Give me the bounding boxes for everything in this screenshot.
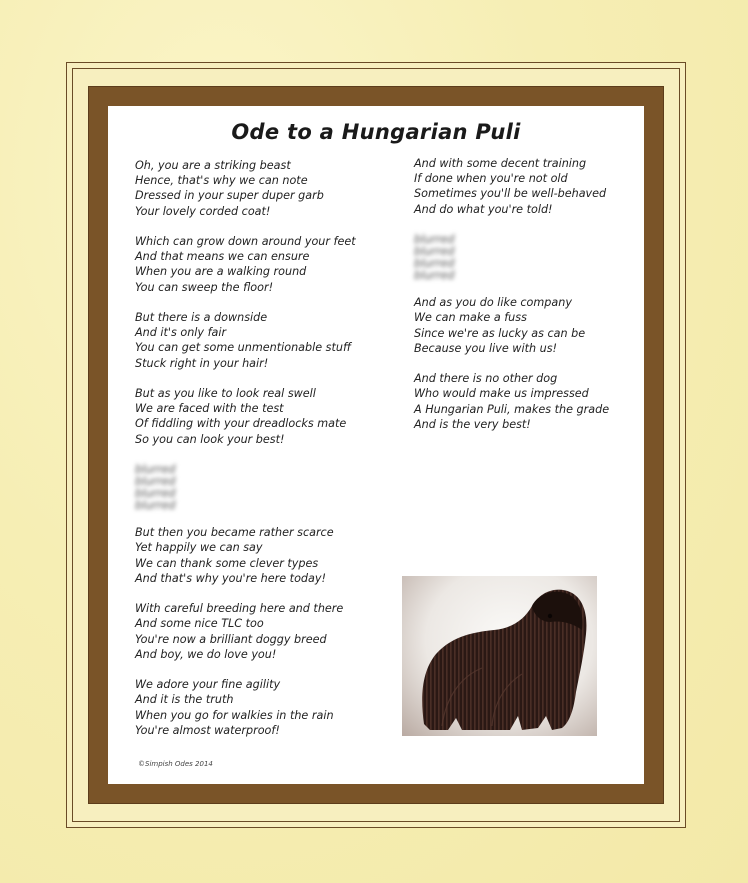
poem-paper: [108, 106, 644, 784]
blurred-poem-line: blurred: [135, 463, 176, 474]
poem-line: Hence, that's why we can note: [135, 174, 308, 188]
blurred-poem-line: blurred: [414, 257, 455, 268]
blurred-poem-line: blurred: [135, 475, 176, 486]
poem-line: We adore your fine agility: [135, 678, 281, 692]
poem-line: When you are a walking round: [135, 265, 307, 279]
poem-line: You're almost waterproof!: [135, 723, 280, 737]
blurred-poem-line: blurred: [414, 233, 455, 244]
poem-line: And with some decent training: [414, 157, 587, 170]
poem-line: Yet happily we can say: [135, 541, 263, 555]
poem-stanza: [414, 295, 634, 356]
poem-line: Your lovely corded coat!: [135, 204, 271, 218]
puli-dog-photo: [402, 576, 597, 736]
blurred-poem-line: blurred: [135, 499, 176, 510]
poem-line: And it's only fair: [135, 326, 227, 340]
poem-line: But as you like to look real swell: [135, 387, 316, 400]
poem-line: And that means we can ensure: [135, 250, 310, 264]
poem-line: Because you live with us!: [414, 341, 558, 355]
poem-line: Stuck right in your hair!: [135, 356, 269, 370]
poem-stanza: [135, 525, 385, 586]
poem-stanza: [414, 156, 634, 217]
poem-stanza: [135, 386, 385, 447]
poem-title: Ode to a Hungarian Puli: [231, 120, 521, 144]
poem-stanza: [135, 462, 385, 510]
poem-line: But then you became rather scarce: [135, 526, 334, 540]
poem-line: Oh, you are a striking beast: [135, 159, 291, 172]
poem-stanza: [414, 232, 634, 280]
poem-line: We can thank some clever types: [135, 556, 319, 570]
poem-line: And as you do like company: [414, 296, 572, 310]
poem-stanza: [135, 234, 385, 295]
poem-left-column: [135, 158, 385, 753]
poem-line: You can sweep the floor!: [135, 280, 274, 294]
poem-line: Who would make us impressed: [414, 387, 589, 401]
poem-stanza: [135, 677, 385, 738]
puli-dog-icon: [402, 576, 597, 736]
poem-line: You're now a brilliant doggy breed: [135, 632, 327, 646]
poem-line: And that's why you're here today!: [135, 571, 326, 585]
poem-line: We can make a fuss: [414, 311, 527, 325]
poem-line: You can get some unmentionable stuff: [135, 341, 352, 355]
poem-line: Sometimes you'll be well-behaved: [414, 187, 607, 201]
blurred-poem-line: blurred: [414, 245, 455, 256]
poem-line: Dressed in your super duper garb: [135, 189, 324, 203]
poem-line: And do what you're told!: [414, 202, 553, 216]
poem-line: A Hungarian Puli, makes the grade: [414, 402, 610, 416]
poem-stanza: [135, 310, 385, 371]
poem-line: And there is no other dog: [414, 372, 558, 386]
poem-stanza: [135, 601, 385, 662]
poem-line: But there is a downside: [135, 311, 268, 324]
poem-line: Of fiddling with your dreadlocks mate: [135, 417, 347, 431]
poem-right-column: [414, 156, 634, 447]
poem-line: If done when you're not old: [414, 172, 568, 186]
poem-line: And some nice TLC too: [135, 617, 264, 631]
poem-line: And it is the truth: [135, 693, 234, 707]
poem-line: Since we're as lucky as can be: [414, 326, 586, 340]
poem-stanza: [414, 371, 634, 432]
poem-line: With careful breeding here and there: [135, 602, 344, 616]
poem-line: And boy, we do love you!: [135, 647, 277, 661]
poem-line: When you go for walkies in the rain: [135, 708, 334, 722]
poem-line: Which can grow down around your feet: [135, 235, 356, 248]
poem-line: So you can look your best!: [135, 432, 285, 446]
poem-line: And is the very best!: [414, 417, 531, 431]
poem-stanza: [135, 158, 385, 219]
poem-line: We are faced with the test: [135, 402, 284, 416]
copyright-notice: ©Simpish Odes 2014: [138, 760, 213, 768]
blurred-poem-line: blurred: [414, 269, 455, 280]
blurred-poem-line: blurred: [135, 487, 176, 498]
